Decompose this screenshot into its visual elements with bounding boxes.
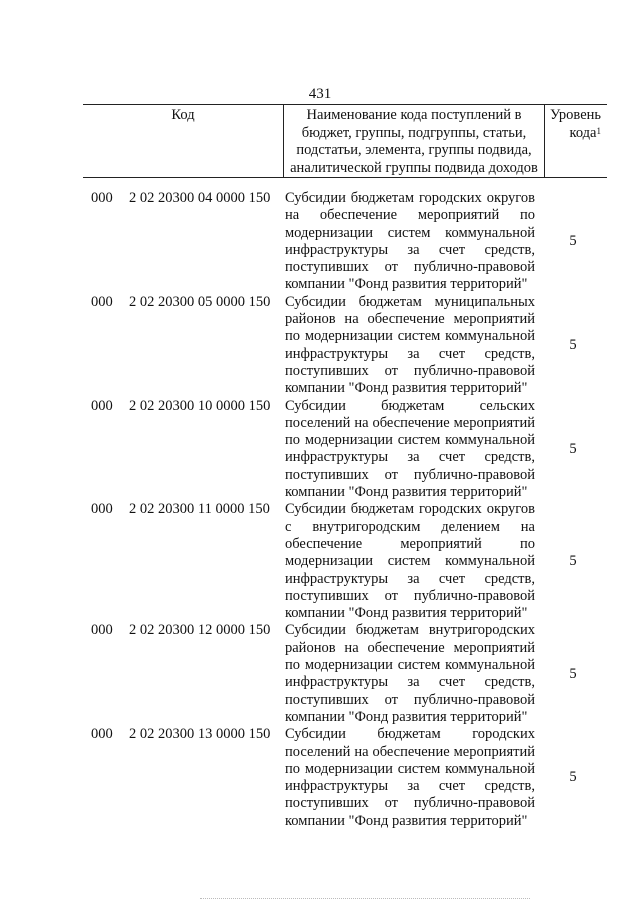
row-name: Субсидии бюджетам городских округов с внутригородским делением на обеспечение мероприятий по модернизации систем коммунальной инфраструктуры за счет средств, поступивших от публично-правовой компании "Фонд развития территорий" [285, 501, 535, 622]
row-level: 5 [569, 553, 577, 570]
header-level [545, 105, 608, 178]
header-name: Наименование кода поступлений в бюджет, группы, подгруппы, статьи, подстатьи, элемента, группы подвида, аналитической группы подвида доходов [284, 105, 545, 178]
row-level: 5 [569, 769, 577, 786]
row-code: 2 02 20300 11 0000 150 [129, 501, 270, 518]
row-code: 2 02 20300 04 0000 150 [129, 190, 271, 206]
row-code: 2 02 20300 13 0000 150 [129, 726, 271, 743]
row-prefix: 000 [91, 622, 113, 639]
row-name: Субсидии бюджетам городских округов на обеспечение мероприятий по модернизации систем коммунальной инфраструктуры за счет средств, поступивших от публично-правовой компании "Фонд развития территорий" [285, 190, 535, 293]
row-level: 5 [569, 440, 577, 457]
header-level-label: Уровень кода [549, 107, 601, 141]
table-row [91, 294, 607, 398]
row-code: 2 02 20300 12 0000 150 [129, 622, 271, 639]
row-name: Субсидии бюджетам муниципальных районов на обеспечение мероприятий по модернизации систем коммунальной инфраструктуры за счет средств, поступивших от публично-правовой компании "Фонд развития территорий" [285, 293, 535, 397]
table-row [91, 190, 607, 294]
row-prefix: 000 [91, 501, 113, 518]
row-level: 5 [569, 233, 577, 250]
table-row [91, 398, 607, 502]
bottom-divider [200, 898, 530, 900]
table-row [91, 622, 607, 726]
row-name: Субсидии бюджетам городских поселений на обеспечение мероприятий по модернизации систем коммунальной инфраструктуры за счет средств, поступивших от публично-правовой компании "Фонд развития территорий" [285, 726, 535, 829]
page-number: 431 [308, 86, 332, 102]
table-header [83, 104, 607, 178]
row-name: Субсидии бюджетам сельских поселений на обеспечение мероприятий по модернизации систем коммунальной инфраструктуры за счет средств, поступивших от публично-правовой компании "Фонд развития территорий" [285, 397, 535, 501]
header-level-footnote: 1 [596, 125, 601, 136]
row-code: 2 02 20300 10 0000 150 [129, 397, 271, 414]
row-code: 2 02 20300 05 0000 150 [129, 293, 271, 310]
row-prefix: 000 [91, 726, 113, 743]
row-level: 5 [569, 665, 577, 682]
row-prefix: 000 [91, 397, 113, 414]
row-prefix: 000 [91, 293, 113, 310]
row-level: 5 [569, 337, 577, 354]
table-row [91, 501, 607, 622]
row-name: Субсидии бюджетам внутригородских районов на обеспечение мероприятий по модернизации систем коммунальной инфраструктуры за счет средств, поступивших от публично-правовой компании "Фонд развития территорий" [285, 622, 535, 725]
table-row [91, 726, 607, 830]
header-code: Код [83, 105, 284, 178]
row-prefix: 000 [91, 190, 113, 206]
table-body [91, 190, 607, 830]
